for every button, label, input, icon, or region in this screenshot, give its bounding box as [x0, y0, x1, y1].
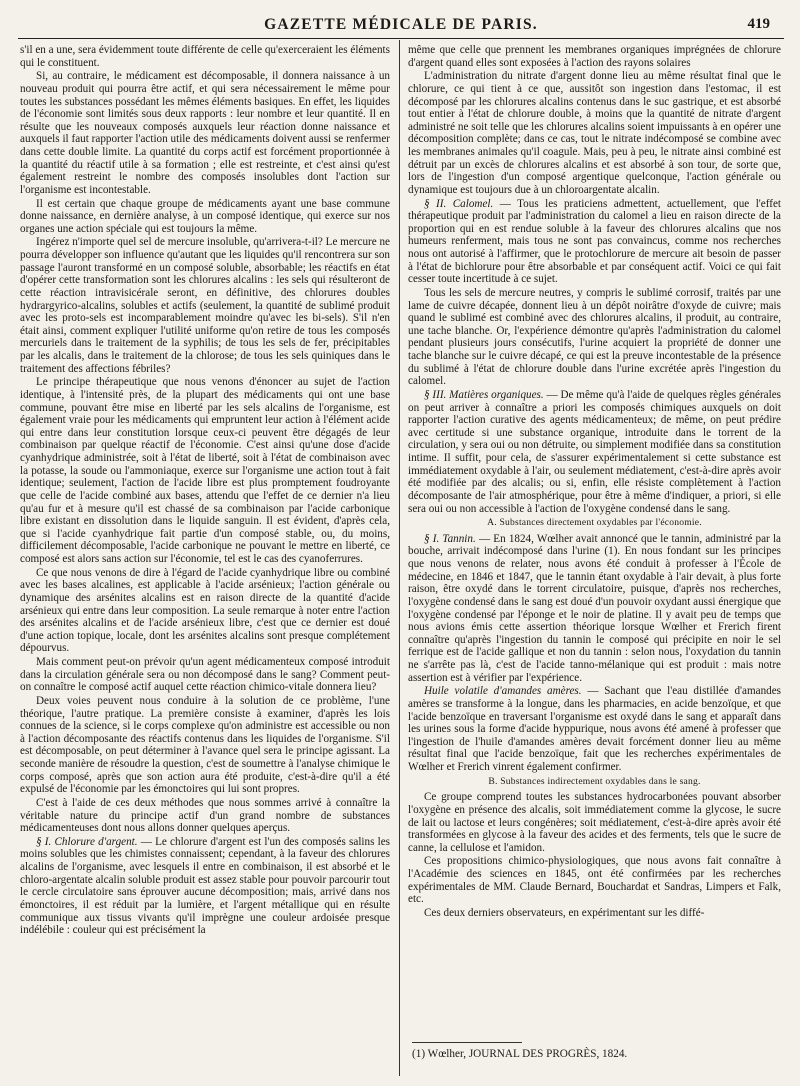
paragraph: [408, 533, 781, 685]
paragraph: C'est à l'aide de ces deux méthodes que nous sommes arrivé à connaître la véritable nature du principe actif d'un grand nombre de substances médicamenteuses dont nous allons donner quelques aperçus.: [20, 796, 390, 835]
paragraph: Deux voies peuvent nous conduire à la solution de ce problème, l'une théorique, l'autre pratique. La première consiste à examiner, d'après les lois connues de la science, si le corps complexe qu'on administre est accessible ou non à l'action décomposante des réactifs contenus dans les liquides de l'organisme. S'il est décomposable, on peut déterminer à l'avance quel sera le principe agissant. La seconde manière de résoudre la question, c'est de soumettre à l'analyse chimique le corps composé, après que son action aura été produite, c'est-à-dire qu'il a été expulsé de l'économie par les émonctoires qui lui sont propres.: [20, 694, 390, 796]
journal-title: GAZETTE MÉDICALE DE PARIS.: [264, 16, 538, 33]
paragraph: Ces deux derniers observateurs, en expérimentant sur les diffé-: [424, 906, 705, 919]
left-column: [20, 44, 390, 938]
footnote: (1) Wœlher, JOURNAL DES PROGRÈS, 1824.: [412, 1048, 628, 1060]
section-heading: Huile volatile d'amandes amères.: [424, 685, 582, 698]
page-header: [18, 12, 784, 39]
subsection-heading: A. Substances directement oxydables par l'économie.: [487, 517, 702, 529]
paragraph: Tous les sels de mercure neutres, y compris le sublimé corrosif, traités par une lame de cuivre décapée, donnent lieu à un dépôt noirâtre d'oxyde de cuivre; mais quand le sublimé est combiné avec des chlorures alcalins, il produit, au contraire, une tache blanche. Or, l'expérience démontre qu'après l'administration du calomel pendant plusieurs jours consécutifs, l'urine acquiert la propriété de donner une tache blanche sur le cuivre décapé, ce qui est la preuve incontestable de la présence du sublimé à l'état de chlorure double dans l'urine excrétée après l'ingestion du calomel.: [408, 286, 781, 388]
paragraph: [408, 198, 781, 286]
paragraph-text: — Tous les praticiens admettent, actuellement, que l'effet thérapeutique produit par l'administration du calomel a lieu en raison directe de la proportion qui en est rendue soluble à la faveur des chlorures alcalins que nos humeurs renferment, mais tous ne sont pas convaincus, comme nos recherches nous ont autorisé à l'affirmer, que le protochlorure de mercure ait besoin de passer à l'état de bichlorure pour être absorbable et par conséquent actif. Voici ce qui fait cesser toute incertitude à ce sujet.: [408, 197, 781, 286]
paragraph: Ces propositions chimico-physiologiques, que nous avons fait connaître à l'Académie des sciences en 1845, ont été confirmées par les recherches expérimentales de MM. Claude Bernard, Bouchardat et Sandras, Limpers et Falk, etc.: [408, 855, 781, 906]
paragraph: Si, au contraire, le médicament est décomposable, il donnera naissance à un nouveau produit qui pourra être actif, et qui sera nécessairement le même pour toutes les substances possédant les mêmes éléments basiques. En effet, les liquides de l'économie sont limités sous deux rapports : leur nombre et leur quantité. Il en résulte que les nouveaux composés auxquels leur réaction donne naissance et auxquels il faut rapporter l'action utile des médicaments doivent aussi se renfermer dans cette double limite. La quantité du corps actif est forcément proportionnée à la quantité du réactif utile à sa formation ; elle est restreinte, et c'est ainsi qu'est également restreint le nombre des composés insolubles dont l'action sur l'organisme est incontestable.: [20, 70, 390, 196]
footnote-divider: [412, 1042, 522, 1043]
paragraph-text: — Le chlorure d'argent est l'un des composés salins les moins solubles que les chimistes connaissent; cependant, à la faveur des chlorures alcalins de l'organisme, avec lesquels il entre en combinaison, il est absorbé et le chloro-argentate alcalin soluble produit est assez stable pour pouvoir parcourir tout le cercle circulatoire sans éprouver aucune décomposition; mais, arrivé dans nos émonctoires, il est réduit par la lumière, et l'argent métallique qui en résulte communique aux tissus vivants qu'il imprègne une couleur ardoisée presque indélébile : couleur qui est précisément la: [20, 835, 390, 937]
section-heading: § II. Calomel.: [424, 197, 494, 210]
section-heading: § III. Matières organiques.: [424, 388, 544, 401]
right-column: [408, 44, 781, 921]
paragraph: Il est certain que chaque groupe de médicaments ayant une base commune donne naissance, en dernière analyse, à un composé identique, qui exerce sur nos organes une action spéciale qui est toujours la même.: [20, 197, 390, 235]
paragraph: L'administration du nitrate d'argent donne lieu au même résultat final que le chlorure, ce qui tient à ce que, aussitôt son ingestion dans l'estomac, il est décomposé par les chlorures alcalins contenus dans le suc gastrique, et est absorbé tout entier à l'état de chlorure double, à moins que la quantité de nitrate d'argent administré ne soit telle que les chlorures alcalins soient impuissants à en opérer une décomposition complète; dans ce cas, tout le nitrate indécomposé se combine avec les membranes animales qu'il coagule. Mais, peu à peu, le nitrate ainsi combiné est détruit par un excès de chlorures alcalins et est absorbé à son tour, de sorte que, lors de l'ingestion d'un composé argentique quelconque, l'action générale ou dynamique est toujours due à un chloroargentate alcalin.: [408, 70, 781, 196]
paragraph: [408, 389, 781, 515]
subsection-heading: B. Substances indirectement oxydables dans le sang.: [488, 775, 701, 787]
column-divider: [399, 40, 400, 1076]
paragraph: [408, 685, 781, 773]
paragraph: [20, 836, 390, 937]
paragraph: Ce que nous venons de dire à l'égard de l'acide cyanhydrique libre ou combiné avec les bases alcalines, est applicable à l'acide arsénieux; l'action générale ou dynamique des arsénites alcalins est en raison directe de la quantité d'acide arsénieux qui entre dans leur composition. La seule remarque à noter entre l'action des arsénites alcalins et de l'acide arsénieux libre, c'est que ce dernier est doué d'une action topique, locale, dont les arsénites alcalins sont presque complétement dépourvus.: [20, 566, 390, 655]
section-heading: § I. Tannin.: [424, 532, 476, 545]
paragraph: même que celle que prennent les membranes organiques imprégnées de chlorure d'argent quand elles sont exposées à l'action des rayons solaires: [408, 44, 781, 69]
page-number: 419: [747, 16, 770, 32]
paragraph-text: — Sachant que l'eau distillée d'amandes amères se transforme à la longue, dans les pharmacies, en acide benzoïque, et que l'acide benzoïque en traversant l'organisme est oxydé dans le sang et apparaît dans les urines sous la forme d'acide hyppurique, nous avons été amené à professer que l'ingestion de l'huile d'amandes amères devait forcément donner lieu au même résultat final que l'acide benzoïque, fait que les recherches expérimentales de Wœlher et Frerich vinrent également confirmer.: [408, 685, 782, 773]
paragraph: Ingérez n'importe quel sel de mercure insoluble, qu'arrivera-t-il? Le mercure ne pourra développer son influence qu'autant que les liquides qu'il rencontrera sur son passage l'auront transformé en un composé soluble, absorbable; les réactifs en état d'opérer cette transformation sont les chlorures alcalins : les sels qui résulteront de cette réaction intravisicérale seront, en définitive, des chlorures doubles hydrargyrico-alcalins, solubles et actifs (seulement, la quantité de sublimé produit avec les proto-sels est incomparablement moindre qu'avec les bi-sels). S'il n'en était ainsi, comment expliquer l'utilité uniforme qu'on retire de tous les composés mercuriels dans le traitement de la syphilis; de tous les sels de fer, précipitables par les alcalis, dans le traitement de la chlorose; de tous les sels quiniques dans le traitement des affections fébriles?: [20, 236, 390, 375]
paragraph: s'il en a une, sera évidemment toute différente de celle qu'exerceraient les éléments qui le constituent.: [20, 44, 390, 69]
paragraph: Ce groupe comprend toutes les substances hydrocarbonées pouvant absorber l'oxygène en présence des alcalis, soit immédiatement comme la glycose, le sucre de lait ou lactose et leurs congénères; soit médiatement, c'est-à-dire après avoir été transformées en glycose à la faveur des acides et des ferments, tels que le sucre de canne, la cellulose et l'amidon.: [408, 791, 781, 854]
paragraph: Le principe thérapeutique que nous venons d'énoncer au sujet de l'action identique, à l'intensité près, de la plupart des médicaments qui ont une base commune, pouvant être mise en liberté par les sels alcalins de l'organisme, est également vraie pour les médicaments qui empruntent leur action à l'élément acide qui entre dans leur constitution lorsque ceux-ci peuvent être dégagés de leur combinaison par quelque réactif de l'économie. C'est ainsi qu'une dose d'acide cyanhydrique administrée, soit à l'état de liberté, soit à l'état de combinaison avec la potasse, la soude ou l'ammoniaque, exerce sur l'organisme une action tout à fait identique; seulement, l'action de l'acide libre est plus promptement foudroyante que celle de l'acide combiné aux bases, attendu que l'effet de ce dernier n'a lieu qu'au fur et à mesure qu'il est chassé de sa combinaison par l'acide carbonique libre existant en dissolution dans le liquide sanguin. Il est évident, d'après cela, que si l'acide cyanhydrique fait partie d'un composé stable, ou, du moins, difficilement décomposable, l'acide carbonique ne pouvant le mettre en liberté, ce composé est alors sans action sur l'économie, tel est le cas des cyanoferrures.: [20, 376, 390, 565]
paragraph-text: — De même qu'à l'aide de quelques règles générales on peut arriver à connaître a priori les composés chimiques auxquels on doit rapporter l'action curative des agents médicamenteux; de même, on peut prédire avec certitude si une substance organique, introduite dans le torrent de la circulation, y sera oui ou non détruite, ou simplement modifiée dans sa constitution intime. Il suffit, pour cela, de s'assurer expérimentalement si cette substance est immédiatement oxydable à l'air, ou seulement médiatement, c'est-à-dire après avoir été modifiée par des alcalis; ou si, enfin, elle résiste complètement à l'action décomposante de l'air atmosphérique, pour être à même d'indiquer, a priori, si elle sera oui ou non accessible à l'action de l'oxygène condensé dans le sang.: [408, 388, 781, 515]
section-heading: § I. Chlorure d'argent.: [36, 835, 138, 848]
paragraph-text: — En 1824, Wœlher avait annoncé que le tannin, administré par la bouche, arrivait indécomposé dans l'urine (1). En nous fondant sur les principes que nous venons de relater, nous avons été conduit à professer à l'École de médecine, en 1846 et 1847, que le tannin étant oxydable à l'air devait, à plus forte raison, être oxydé dans le torrent circulatoire, puisque, d'après nos recherches, l'oxygène condensé dans le sang est doué d'un pouvoir oxydant aussi énergique que l'oxygène condensé par l'éponge et le noir de platine. Il y avait peu de temps que nous avions émis cette assertion théorique lorsque Wœlher et Frerich firent connaître qu'après l'ingestion du tannin le composé qui précipite en noir le sel ferrique est de l'acide gallique et non du tannin : selon nous, l'oxydation du tannin ne s'arrête pas là, c'est de l'acide tanno-mélanique qui est produit : mais notre assertion est à vérifier par l'expérience.: [408, 532, 781, 684]
paragraph: Mais comment peut-on prévoir qu'un agent médicamenteux composé introduit dans la circulation générale sera ou non décomposé dans le sang? Comment peut-on connaître le composé actif auquel cette réaction chimico-vitale donnera lieu?: [20, 656, 390, 694]
